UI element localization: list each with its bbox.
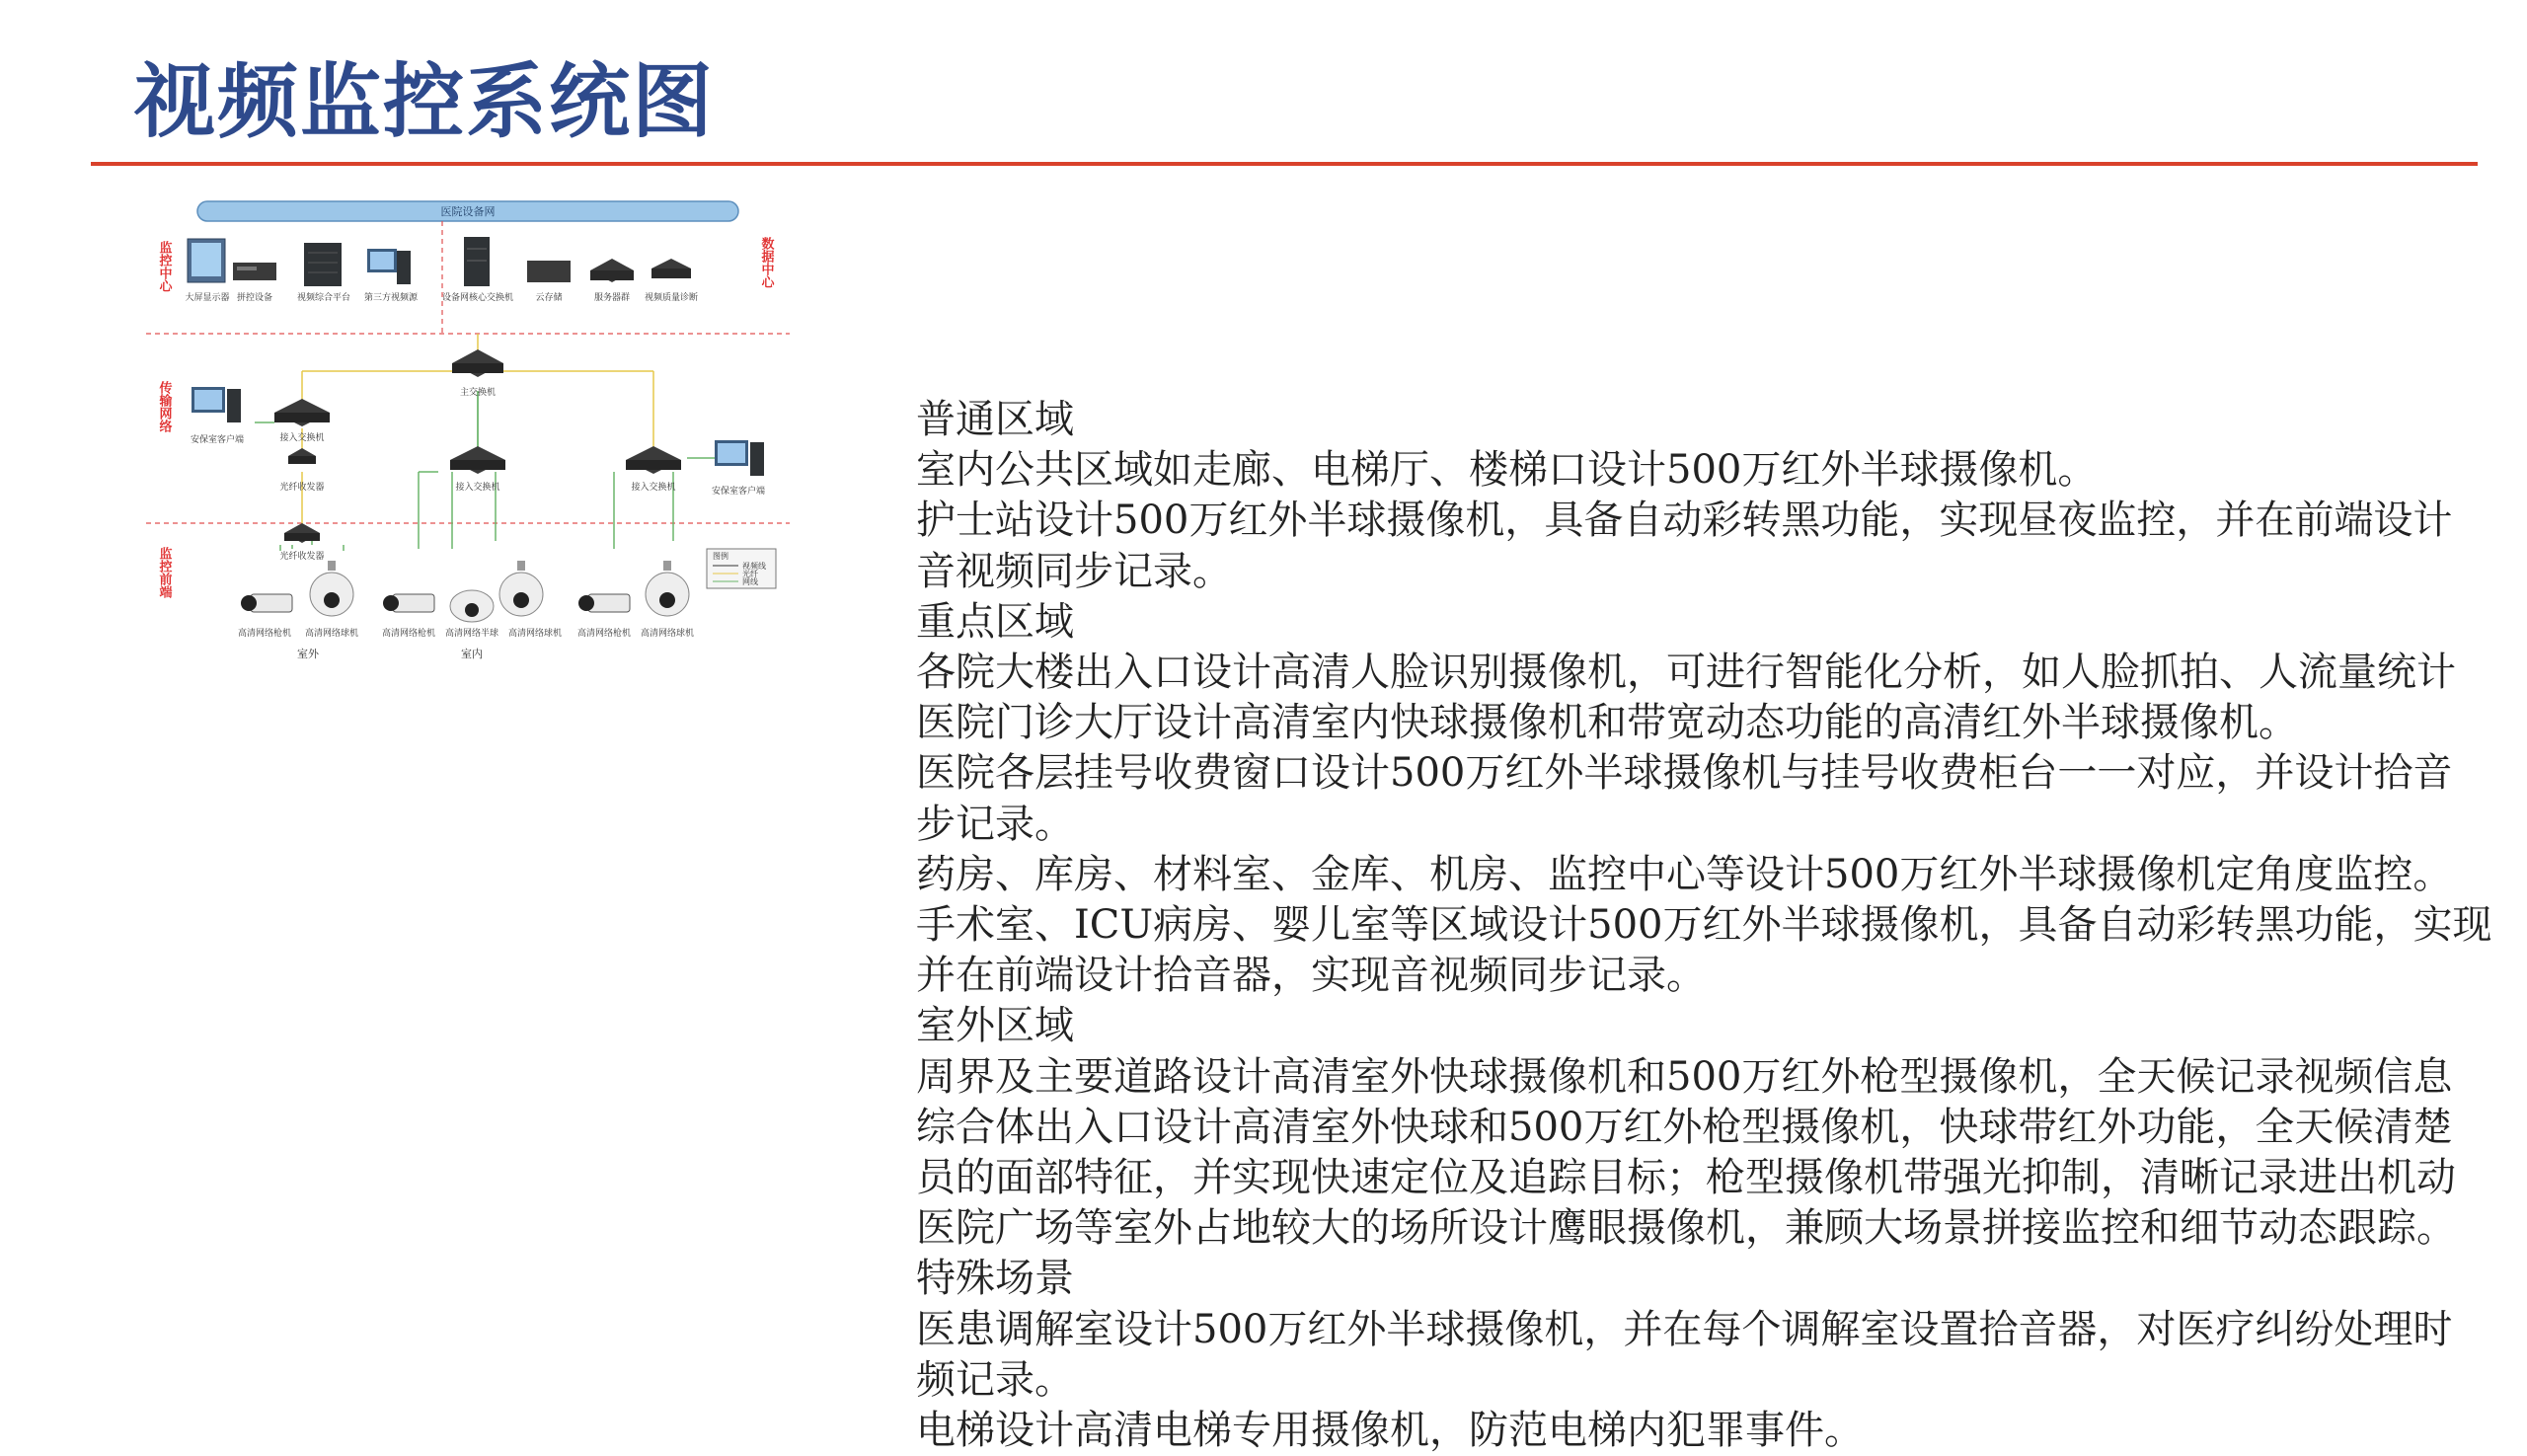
client-right-icon: [715, 440, 764, 476]
label-indoor: 室内: [461, 648, 483, 660]
content-line: 各院大楼出入口设计高清人脸识别摄像机，可进行智能化分析，如人脸抓拍、人流量统计: [916, 650, 2456, 696]
cam5-dome-icon: [499, 561, 543, 616]
content-line: 药房、库房、材料室、金库、机房、监控中心等设计500万红外半球摄像机定角度监控。: [916, 851, 2453, 897]
label-big-screen: 大屏显示器: [185, 293, 230, 303]
section-heading: 普通区域: [916, 397, 1074, 442]
third-party-icon: [367, 249, 411, 284]
label-fiber-transceiver-top: 光纤收发器: [279, 483, 325, 493]
label-access-switch-mid: 接入交换机: [455, 483, 500, 493]
legend: [707, 549, 776, 588]
client-left-icon: [191, 387, 241, 422]
access-switch-mid-icon: [450, 446, 505, 474]
content-line: 医院门诊大厅设计高清室内快球摄像机和带宽动态功能的高清红外半球摄像机。: [916, 700, 2298, 746]
label-cloud-storage: 云存储: [535, 293, 563, 303]
control-device-icon: [233, 263, 276, 280]
zone-transport-network: 传输网络: [156, 381, 172, 432]
video-platform-icon: [304, 243, 342, 286]
zone-monitor-frontend: 监控前端: [156, 547, 172, 598]
label-video-diagnosis: 视频质量诊断: [644, 293, 699, 303]
content-line: 音视频同步记录。: [916, 548, 1232, 594]
content-line: 综合体出入口设计高清室外快球和500万红外枪型摄像机，快球带红外功能，全天候清楚: [916, 1104, 2453, 1150]
section-heading: 重点区域: [916, 598, 1074, 645]
video-diagnosis-icon: [651, 259, 691, 278]
label-cam1: 高清网络枪机: [237, 629, 292, 639]
label-cam6: 高清网络枪机: [576, 629, 632, 639]
access-switch-right-icon: [626, 446, 681, 474]
label-control-device: 拼控设备: [236, 293, 273, 303]
legend-title: 图例: [713, 552, 728, 561]
label-client-right: 安保室客户端: [711, 487, 766, 497]
content-line: 手术室、ICU病房、婴儿室等区域设计500万红外半球摄像机，具备自动彩转黑功能，实现: [916, 902, 2492, 949]
label-access-switch-right: 接入交换机: [631, 483, 676, 493]
label-client-left: 安保室客户端: [190, 435, 245, 445]
section-heading: 特殊场景: [916, 1256, 1074, 1302]
legend-item-2: 网线: [742, 577, 758, 586]
page-title: 视频监控系统图: [134, 55, 716, 149]
content-line: 室内公共区域如走廊、电梯厅、楼梯口设计500万红外半球摄像机。: [916, 447, 2098, 494]
content-line: 频记录。: [916, 1356, 1074, 1403]
cam7-dome-icon: [646, 561, 689, 616]
title-divider: [91, 162, 2478, 166]
fiber-transceiver-top-icon: [288, 448, 316, 464]
zone-monitor-center: 监控中心: [156, 241, 172, 292]
fiber-transceiver-bottom-icon: [284, 523, 320, 543]
content-line: 电梯设计高清电梯专用摄像机，防范电梯内犯罪事件。: [916, 1408, 1864, 1454]
label-server-cluster: 服务器群: [593, 293, 631, 303]
cam1-bullet-icon: [241, 594, 292, 612]
label-fiber-transceiver-bottom: 光纤收发器: [279, 552, 325, 562]
server-cluster-icon: [590, 259, 634, 282]
label-outdoor: 室外: [297, 648, 319, 660]
main-switch-icon: [452, 349, 503, 377]
content-line: 医院广场等室外占地较大的场所设计鹰眼摄像机，兼顾大场景拼接监控和细节动态跟踪。: [916, 1205, 2456, 1252]
legend-item-1: 光纤: [742, 570, 758, 578]
cam4-halfdome-icon: [450, 590, 494, 622]
content-line: 并在前端设计拾音器，实现音视频同步记录。: [916, 953, 1706, 999]
zone-data-center: 数据中心: [758, 237, 774, 288]
backbone-label: 医院设备网: [440, 205, 496, 218]
content-line: 医院各层挂号收费窗口设计500万红外半球摄像机与挂号收费柜台一一对应，并设计拾音: [916, 750, 2453, 797]
legend-item-0: 视频线: [742, 562, 766, 571]
system-diagram: [146, 193, 790, 667]
cam2-dome-icon: [310, 561, 353, 616]
core-switch-dc-icon: [464, 237, 490, 286]
content-line: 步记录。: [916, 801, 1074, 847]
cloud-storage-icon: [527, 261, 571, 282]
content-line: 周界及主要道路设计高清室外快球摄像机和500万红外枪型摄像机，全天候记录视频信息: [916, 1053, 2453, 1100]
content-line: 护士站设计500万红外半球摄像机，具备自动彩转黑功能，实现昼夜监控，并在前端设计: [916, 498, 2453, 544]
label-cam2: 高清网络球机: [304, 629, 359, 639]
section-heading: 室外区域: [916, 1003, 1074, 1049]
big-screen-icon: [188, 239, 225, 282]
content-text: [916, 395, 2527, 1454]
label-cam3: 高清网络枪机: [381, 629, 436, 639]
cam3-bullet-icon: [383, 594, 434, 612]
label-core-switch-dc: 设备网核心交换机: [441, 293, 514, 303]
label-cam7: 高清网络球机: [640, 629, 695, 639]
access-switch-left-icon: [274, 399, 330, 426]
content-line: 员的面部特征，并实现快速定位及追踪目标；枪型摄像机带强光抑制，清晰记录进出机动: [916, 1155, 2456, 1201]
content-line: 医患调解室设计500万红外半球摄像机，并在每个调解室设置拾音器，对医疗纠纷处理时: [916, 1306, 2453, 1352]
label-main-switch: 主交换机: [459, 388, 497, 398]
label-access-switch-left: 接入交换机: [279, 433, 325, 443]
label-cam4: 高清网络半球: [444, 629, 499, 639]
label-cam5: 高清网络球机: [507, 629, 563, 639]
label-third-party: 第三方视频源: [363, 293, 419, 303]
cam6-bullet-icon: [578, 594, 630, 612]
label-video-platform: 视频综合平台: [296, 293, 351, 303]
